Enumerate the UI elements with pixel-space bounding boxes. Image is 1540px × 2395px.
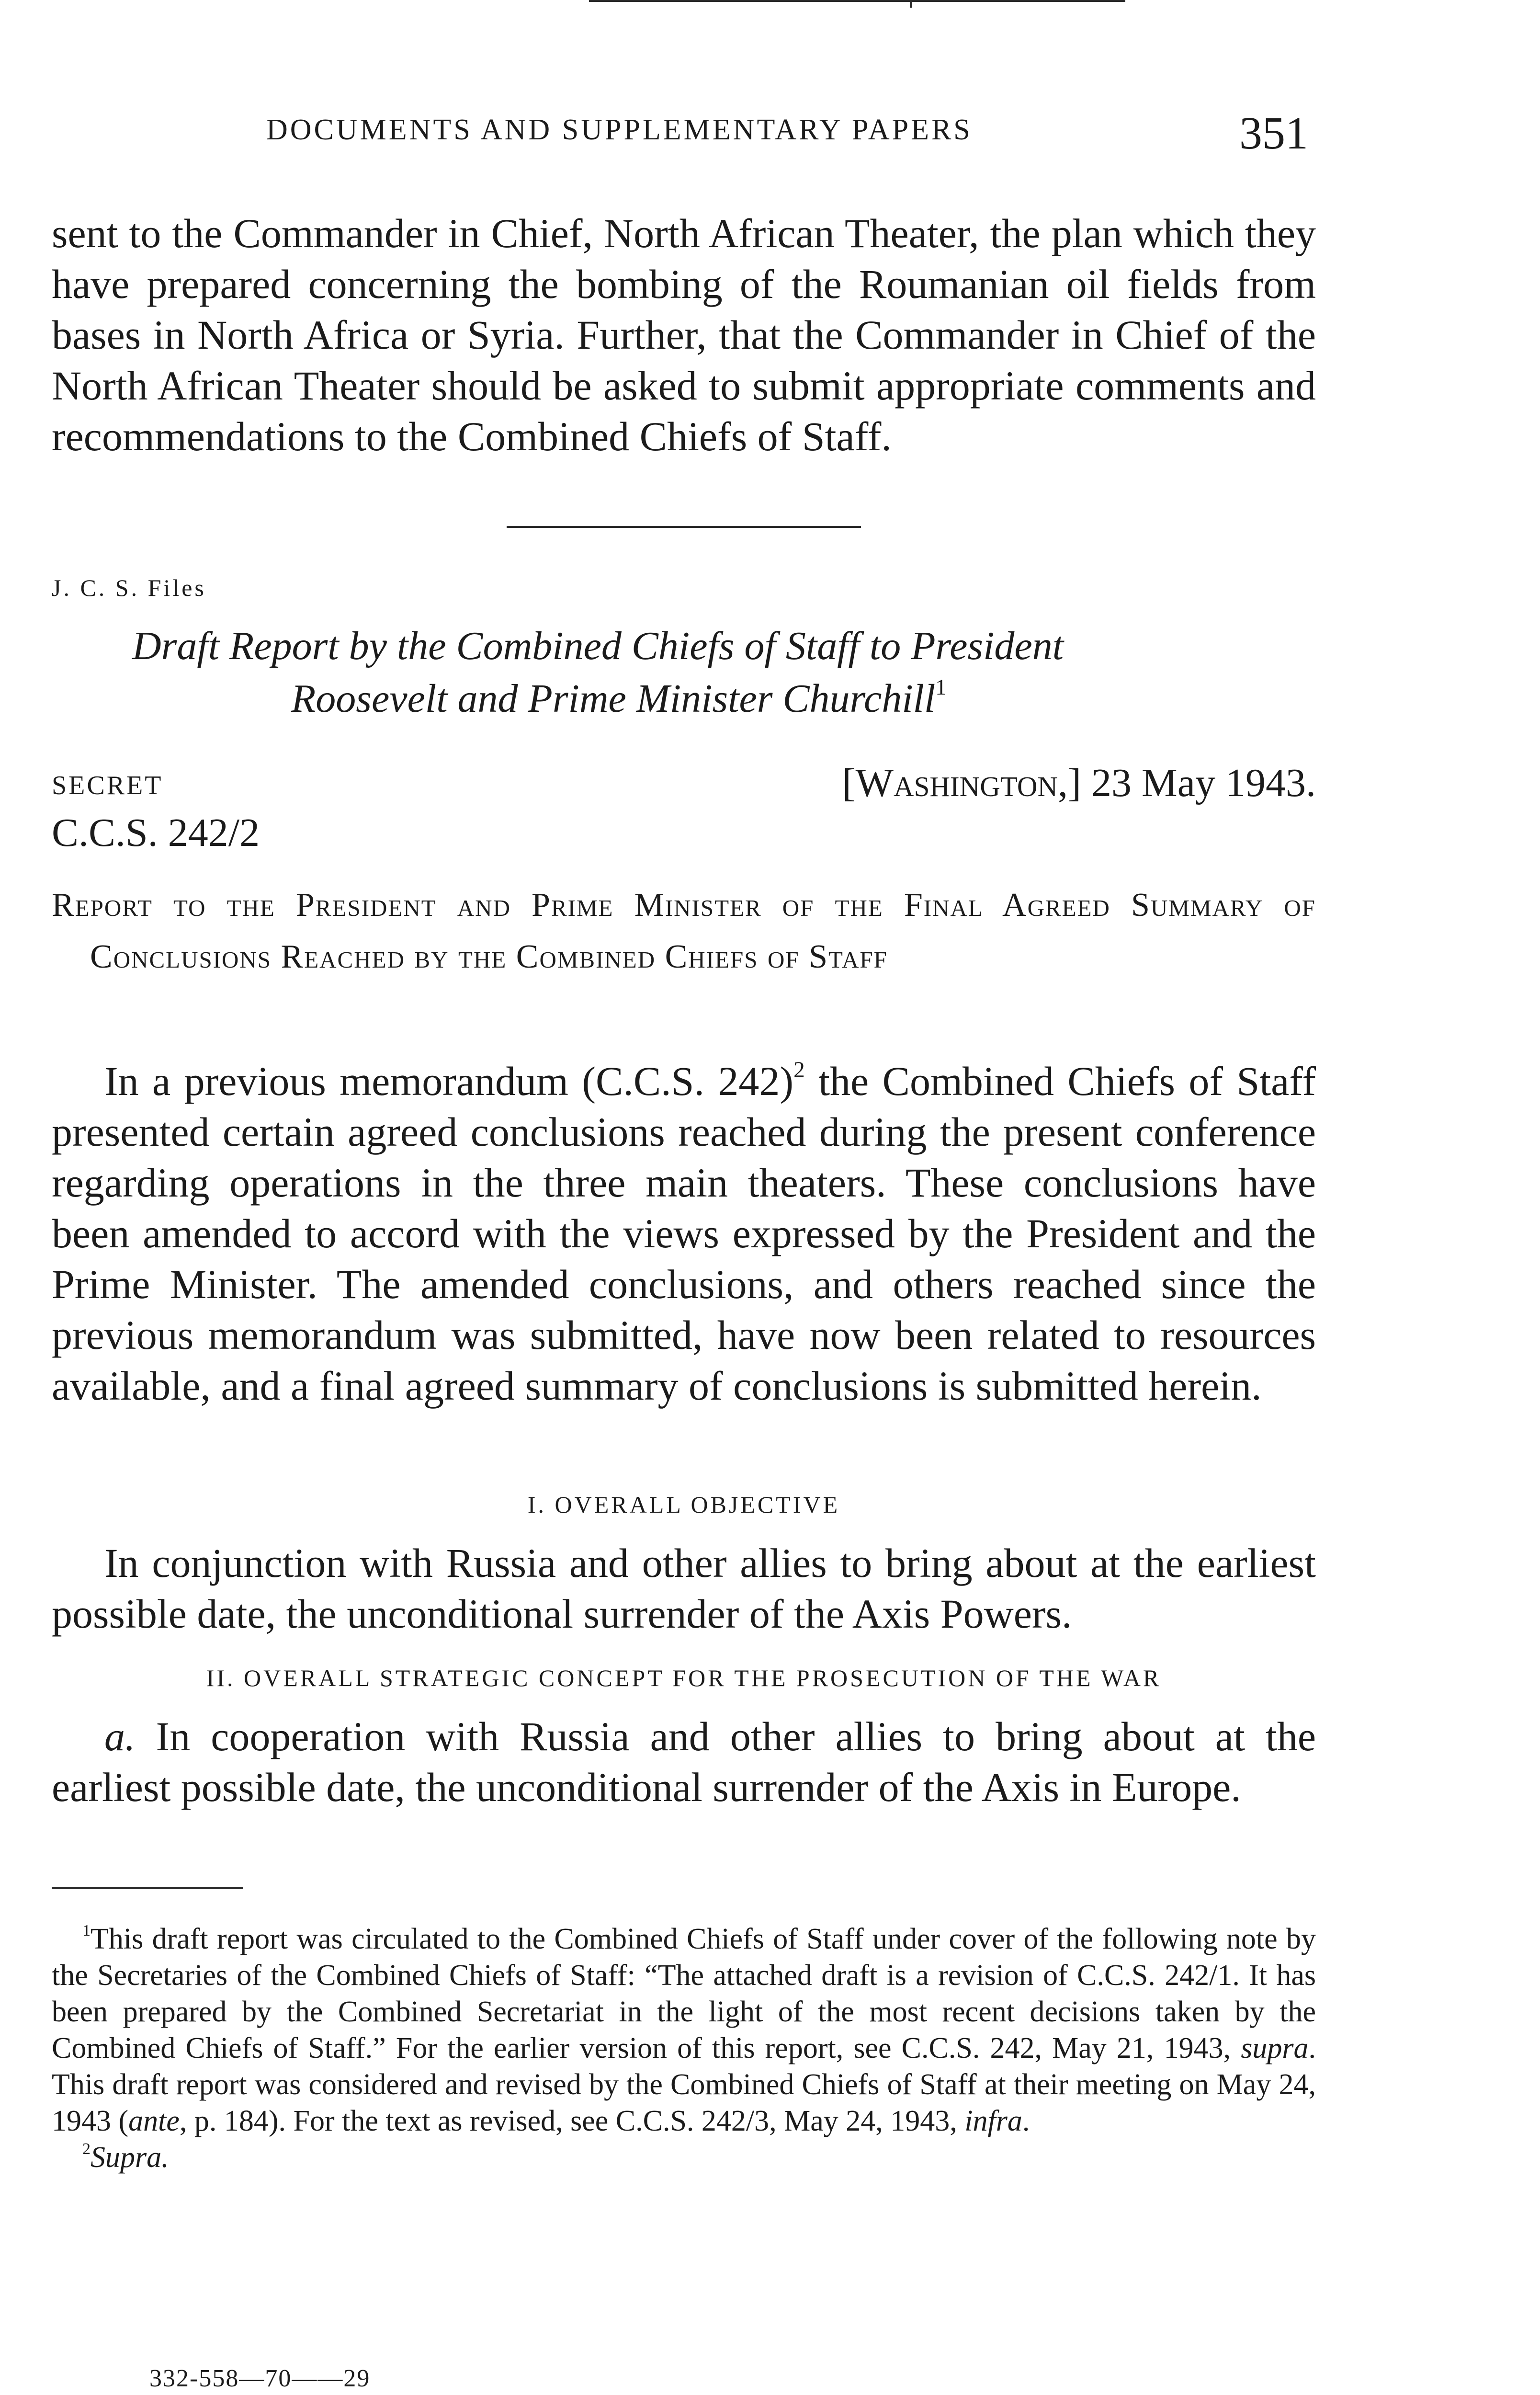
section-2-block: [52, 1711, 1316, 1813]
footnote-2-marker: 2: [82, 2140, 91, 2158]
document-title-line-1: Draft Report by the Combined Chiefs of Staff to President: [132, 624, 1064, 668]
printer-mark: 332-558—70——29: [149, 2365, 371, 2392]
footnote-1-supra: supra: [1241, 2032, 1309, 2064]
document-title-line-2: [52, 673, 1316, 725]
top-edge-rule: [589, 0, 1125, 2]
section-1-text: In conjunction with Russia and other allies to bring about at the earliest possible date, the unconditional surrender of the Axis Powers.: [52, 1540, 1316, 1637]
footnotes: [52, 1921, 1316, 2176]
opening-paragraph-block: [52, 208, 1316, 462]
footnote-ref-1: 1: [935, 675, 947, 700]
footnote-1-infra: infra: [964, 2105, 1022, 2137]
section-heading-overall-objective: I. OVERALL OBJECTIVE: [527, 1491, 840, 1518]
footnote-1-marker: 1: [82, 1922, 91, 1940]
dateline: [842, 760, 1316, 806]
footnote-rule: [52, 1887, 243, 1889]
footnote-1-text-a: This draft report was circulated to the Combined Chiefs of Staff under cover of the following note by the Secretaries of the Combined Chiefs of Staff: “The attached draft is a revision of C.C.S. 242/1. It has been prepared by the Combined Secretariat in the light of the most recent decisions taken by the Combined Chiefs of Staff.” For the earlier version of this report, see C.C.S. 242, May 21, 1943,: [52, 1923, 1316, 2064]
top-edge-rule-tick: [910, 0, 912, 8]
page-number: 351: [1239, 107, 1308, 159]
source-line: J. C. S. Files: [52, 574, 206, 601]
item-text-a: In cooperation with Russia and other allies to bring about at the earliest possible date, the unconditional surrender of the Axis in Europe.: [52, 1713, 1316, 1810]
footnote-1: [52, 1921, 1316, 2139]
running-head: DOCUMENTS AND SUPPLEMENTARY PAPERS: [266, 114, 973, 146]
section-1-block: [52, 1538, 1316, 1639]
report-heading: Report to the President and Prime Minister of the Final Agreed Summary of Conclusions Reached by the Combined Chiefs of Staff: [52, 887, 1316, 975]
dateline-date: 23 May 1943.: [1091, 761, 1316, 805]
footnote-1-ante: ante: [128, 2105, 180, 2137]
item-label-a: a.: [104, 1713, 136, 1759]
intro-paragraph-block: [52, 1056, 1316, 1411]
dateline-place: [Washington,]: [842, 761, 1082, 805]
footnote-1-text-d: .: [1022, 2105, 1030, 2137]
section-divider-rule: [507, 526, 861, 528]
section-heading-strategic-concept: II. OVERALL STRATEGIC CONCEPT FOR THE PROSECUTION OF THE WAR: [206, 1665, 1162, 1691]
section-2-item-a: [52, 1711, 1316, 1813]
intro-paragraph-rest: the Combined Chiefs of Staff presented certain agreed conclusions reached during the present conference regarding operations in the three main theaters. These conclusions have been amended to accord with the views expressed by the President and the Prime Minister. The amended conclusions, and others reached since the previous memorandum was submitted, have now been related to resources available, and a final agreed summary of conclusions is submitted herein.: [52, 1058, 1316, 1409]
document-title-line-2-text: Roosevelt and Prime Minister Churchill: [291, 676, 936, 721]
footnote-2: [52, 2139, 1316, 2176]
ccs-number: C.C.S. 242/2: [52, 810, 260, 855]
footnote-2-text: Supra.: [91, 2141, 169, 2174]
footnote-ref-2: 2: [793, 1058, 805, 1083]
intro-paragraph-start: In a previous memorandum (C.C.S. 242): [104, 1058, 794, 1104]
footnote-1-text-b: . This draft report was considered and revised by the Combined Chiefs of Staff at their meeting on May 24, 1943 (: [52, 2032, 1316, 2137]
opening-paragraph: sent to the Commander in Chief, North African Theater, the plan which they have prepared concerning the bombing of the Roumanian oil fields from bases in North Africa or Syria. Further, that the Commander in Chief of the North African Theater should be asked to submit appropriate comments and recommendations to the Combined Chiefs of Staff.: [52, 210, 1316, 459]
intro-paragraph: [52, 1056, 1316, 1411]
footnote-1-text-c: , p. 184). For the text as revised, see C.C.S. 242/3, May 24, 1943,: [179, 2105, 965, 2137]
document-title: [52, 620, 1316, 725]
classification-label: SECRET: [52, 771, 163, 800]
